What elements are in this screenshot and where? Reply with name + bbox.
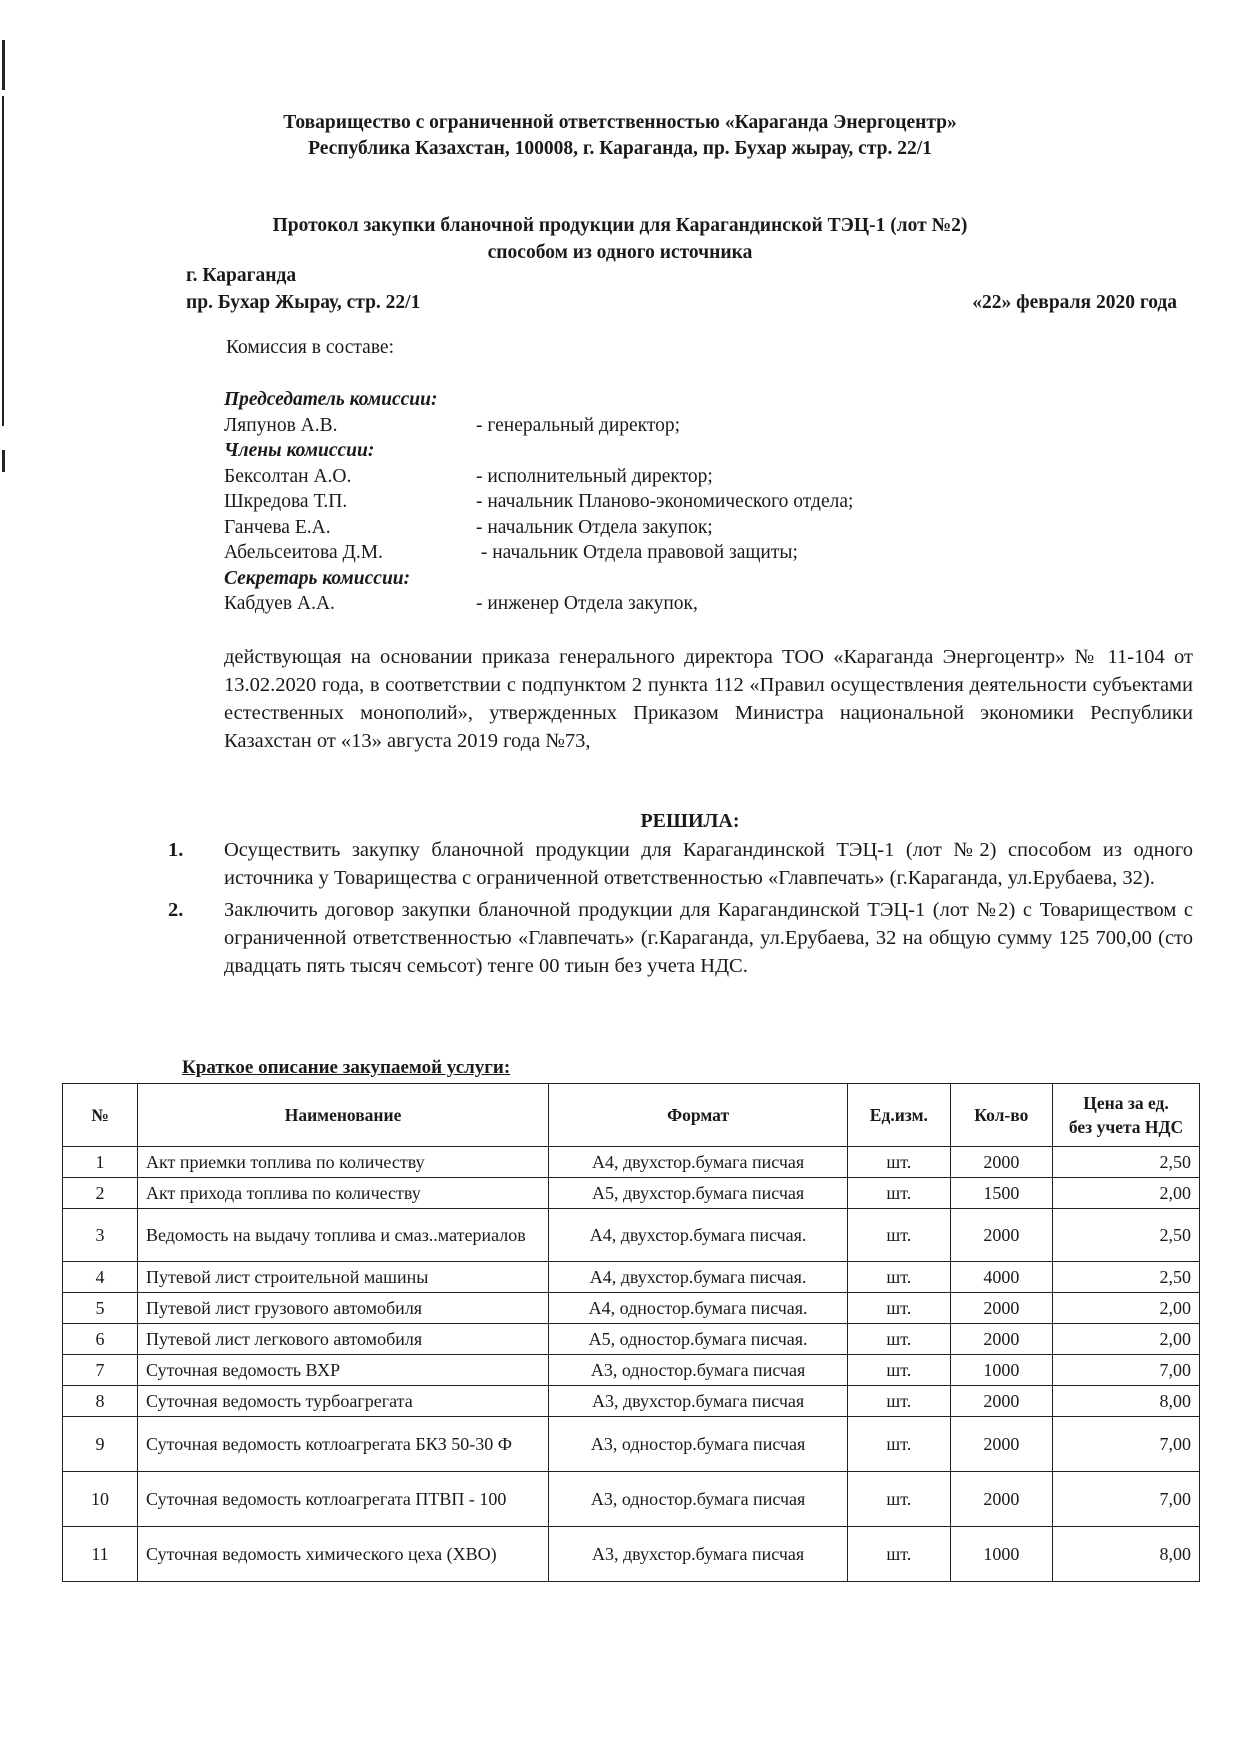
table-row bbox=[63, 1527, 1200, 1582]
cell-num: 3 bbox=[63, 1209, 138, 1262]
member-role: - начальник Планово-экономического отдела; bbox=[476, 491, 854, 512]
member-name: Ляпунов А.В. bbox=[224, 414, 338, 436]
member-row bbox=[224, 464, 853, 490]
cell-unit: шт. bbox=[848, 1386, 950, 1417]
company-name: Товарищество с ограниченной ответственностью «Караганда Энергоцентр» bbox=[283, 112, 957, 133]
cell-unit: шт. bbox=[848, 1262, 950, 1293]
cell-name: Ведомость на выдачу топлива и смаз..материалов bbox=[138, 1209, 549, 1262]
cell-qty: 2000 bbox=[950, 1209, 1052, 1262]
chair-heading: Председатель комиссии: bbox=[224, 389, 438, 410]
table-caption: Краткое описание закупаемой услуги: bbox=[182, 1057, 511, 1078]
header-qty: Кол-во bbox=[950, 1084, 1052, 1147]
member-role: - начальник Отдела закупок; bbox=[476, 516, 713, 538]
table-row bbox=[63, 1178, 1200, 1209]
members-heading: Члены комиссии: bbox=[224, 440, 375, 461]
cell-num: 10 bbox=[63, 1472, 138, 1527]
member-role: - инженер Отдела закупок, bbox=[476, 593, 698, 614]
decision-number: 2. bbox=[168, 899, 184, 921]
cell-qty: 2000 bbox=[950, 1147, 1052, 1178]
cell-format: А3, одностор.бумага писчая bbox=[549, 1355, 848, 1386]
cell-qty: 2000 bbox=[950, 1472, 1052, 1527]
member-row bbox=[224, 515, 853, 541]
cell-format: А4, двухстор.бумага писчая. bbox=[549, 1209, 848, 1262]
cell-unit: шт. bbox=[848, 1355, 950, 1386]
protocol-date: «22» февраля 2020 года bbox=[972, 292, 1177, 313]
cell-price: 7,00 bbox=[1053, 1355, 1200, 1386]
cell-format: А3, одностор.бумага писчая bbox=[549, 1417, 848, 1472]
cell-unit: шт. bbox=[848, 1472, 950, 1527]
cell-format: А5, одностор.бумага писчая. bbox=[549, 1324, 848, 1355]
cell-format: А5, двухстор.бумага писчая bbox=[549, 1178, 848, 1209]
member-name: Шкредова Т.П. bbox=[224, 491, 348, 512]
member-name: Кабдуев А.А. bbox=[224, 593, 335, 614]
header-price-line2: без учета НДС bbox=[1068, 1117, 1184, 1137]
cell-num: 2 bbox=[63, 1178, 138, 1209]
cell-price: 8,00 bbox=[1053, 1527, 1200, 1582]
commission-intro: Комиссия в составе: bbox=[226, 337, 394, 358]
member-row bbox=[224, 540, 853, 566]
cell-price: 8,00 bbox=[1053, 1386, 1200, 1417]
company-address: Республика Казахстан, 100008, г. Караганда, пр. Бухар жырау, стр. 22/1 bbox=[308, 138, 932, 159]
cell-name: Акт прихода топлива по количеству bbox=[138, 1178, 549, 1209]
decision-text: Заключить договор закупки бланочной продукции для Карагандинской ТЭЦ-1 (лот №2) с Товариществом с ограниченной ответственностью «Главпечать» (г.Караганда, ул.Ерубаева, 32 на общую сумму 125 700,00 (сто двадцать пять тысяч семьсот) тенге 00 тиын без учета НДС. bbox=[224, 899, 1193, 977]
place-address: пр. Бухар Жырау, стр. 22/1 bbox=[186, 292, 421, 313]
cell-price: 2,50 bbox=[1053, 1147, 1200, 1178]
cell-qty: 2000 bbox=[950, 1293, 1052, 1324]
table-row bbox=[63, 1293, 1200, 1324]
protocol-title bbox=[0, 212, 1240, 266]
header-price-line1: Цена за ед. bbox=[1083, 1093, 1169, 1113]
cell-price: 2,50 bbox=[1053, 1262, 1200, 1293]
cell-unit: шт. bbox=[848, 1324, 950, 1355]
member-name: Бексолтан А.О. bbox=[224, 465, 352, 487]
table-row bbox=[63, 1147, 1200, 1178]
header-unit: Ед.изм. bbox=[848, 1084, 950, 1147]
cell-num: 9 bbox=[63, 1417, 138, 1472]
cell-name: Путевой лист строительной машины bbox=[138, 1262, 549, 1293]
table-row bbox=[63, 1324, 1200, 1355]
cell-name: Путевой лист легкового автомобиля bbox=[138, 1324, 549, 1355]
decision-item bbox=[168, 836, 1193, 892]
items-table-body bbox=[63, 1147, 1200, 1582]
header-name: Наименование bbox=[138, 1084, 549, 1147]
table-row bbox=[63, 1355, 1200, 1386]
cell-unit: шт. bbox=[848, 1293, 950, 1324]
cell-price: 2,00 bbox=[1053, 1178, 1200, 1209]
cell-qty: 1000 bbox=[950, 1527, 1052, 1582]
cell-qty: 1500 bbox=[950, 1178, 1052, 1209]
cell-name: Суточная ведомость котлоагрегата БКЗ 50-30 Ф bbox=[138, 1417, 549, 1472]
basis-paragraph: действующая на основании приказа генерального директора ТОО «Караганда Энергоцентр» № 11-104 от 13.02.2020 года, в соответствии с подпунктом 2 пункта 112 «Правил осуществления деятельности субъектами естественных монополий», утвержденных Приказом Министра национальной экономики Республики Казахстан от «13» августа 2019 года №73, bbox=[224, 646, 1193, 752]
member-row bbox=[224, 591, 853, 617]
commission-members bbox=[224, 387, 853, 617]
items-table bbox=[62, 1083, 1200, 1582]
place-city: г. Караганда bbox=[186, 265, 297, 286]
cell-format: А3, двухстор.бумага писчая bbox=[549, 1386, 848, 1417]
cell-num: 4 bbox=[63, 1262, 138, 1293]
member-role: - исполнительный директор; bbox=[476, 465, 713, 487]
cell-name: Суточная ведомость химического цеха (ХВО) bbox=[138, 1527, 549, 1582]
member-row bbox=[224, 413, 853, 439]
table-row bbox=[63, 1386, 1200, 1417]
place-block bbox=[186, 262, 420, 316]
decision-list bbox=[168, 836, 1193, 984]
table-row bbox=[63, 1209, 1200, 1262]
cell-num: 8 bbox=[63, 1386, 138, 1417]
cell-price: 2,00 bbox=[1053, 1293, 1200, 1324]
cell-num: 11 bbox=[63, 1527, 138, 1582]
company-header bbox=[0, 110, 1240, 162]
decision-text: Осуществить закупку бланочной продукции для Карагандинской ТЭЦ-1 (лот №2) способом из одного источника у Товарищества с ограниченной ответственностью «Главпечать» (г.Караганда, ул.Ерубаева, 32). bbox=[224, 839, 1193, 889]
cell-num: 5 bbox=[63, 1293, 138, 1324]
cell-unit: шт. bbox=[848, 1417, 950, 1472]
decision-number: 1. bbox=[168, 839, 184, 861]
scan-artifact bbox=[2, 40, 5, 90]
cell-format: А4, одностор.бумага писчая. bbox=[549, 1293, 848, 1324]
table-row bbox=[63, 1472, 1200, 1527]
protocol-title-line1: Протокол закупки бланочной продукции для Карагандинской ТЭЦ-1 (лот №2) bbox=[272, 215, 968, 236]
cell-name: Суточная ведомость котлоагрегата ПТВП - 100 bbox=[138, 1472, 549, 1527]
cell-price: 7,00 bbox=[1053, 1417, 1200, 1472]
secretary-heading: Секретарь комиссии: bbox=[224, 567, 411, 589]
member-name: Абельсеитова Д.М. bbox=[224, 542, 383, 563]
table-row bbox=[63, 1417, 1200, 1472]
cell-price: 7,00 bbox=[1053, 1472, 1200, 1527]
table-row bbox=[63, 1262, 1200, 1293]
cell-num: 1 bbox=[63, 1147, 138, 1178]
member-role: - начальник Отдела правовой защиты; bbox=[476, 542, 798, 563]
cell-unit: шт. bbox=[848, 1527, 950, 1582]
cell-format: А3, одностор.бумага писчая bbox=[549, 1472, 848, 1527]
cell-unit: шт. bbox=[848, 1178, 950, 1209]
decision-item bbox=[168, 896, 1193, 980]
cell-price: 2,50 bbox=[1053, 1209, 1200, 1262]
member-role: - генеральный директор; bbox=[476, 414, 681, 436]
decided-heading: РЕШИЛА: bbox=[640, 810, 740, 832]
cell-unit: шт. bbox=[848, 1209, 950, 1262]
cell-qty: 4000 bbox=[950, 1262, 1052, 1293]
scan-artifact bbox=[2, 450, 5, 472]
table-header-row bbox=[63, 1084, 1200, 1147]
cell-qty: 1000 bbox=[950, 1355, 1052, 1386]
cell-qty: 2000 bbox=[950, 1417, 1052, 1472]
cell-format: А3, двухстор.бумага писчая bbox=[549, 1527, 848, 1582]
cell-name: Акт приемки топлива по количеству bbox=[138, 1147, 549, 1178]
member-row bbox=[224, 489, 853, 515]
cell-num: 7 bbox=[63, 1355, 138, 1386]
cell-name: Суточная ведомость турбоагрегата bbox=[138, 1386, 549, 1417]
cell-qty: 2000 bbox=[950, 1386, 1052, 1417]
protocol-title-line2: способом из одного источника bbox=[487, 242, 753, 263]
cell-name: Суточная ведомость ВХР bbox=[138, 1355, 549, 1386]
header-price bbox=[1053, 1084, 1200, 1147]
cell-price: 2,00 bbox=[1053, 1324, 1200, 1355]
cell-format: А4, двухстор.бумага писчая. bbox=[549, 1262, 848, 1293]
cell-format: А4, двухстор.бумага писчая bbox=[549, 1147, 848, 1178]
cell-name: Путевой лист грузового автомобиля bbox=[138, 1293, 549, 1324]
cell-unit: шт. bbox=[848, 1147, 950, 1178]
member-name: Ганчева Е.А. bbox=[224, 516, 331, 538]
header-num: № bbox=[63, 1084, 138, 1147]
cell-num: 6 bbox=[63, 1324, 138, 1355]
header-format: Формат bbox=[549, 1084, 848, 1147]
cell-qty: 2000 bbox=[950, 1324, 1052, 1355]
